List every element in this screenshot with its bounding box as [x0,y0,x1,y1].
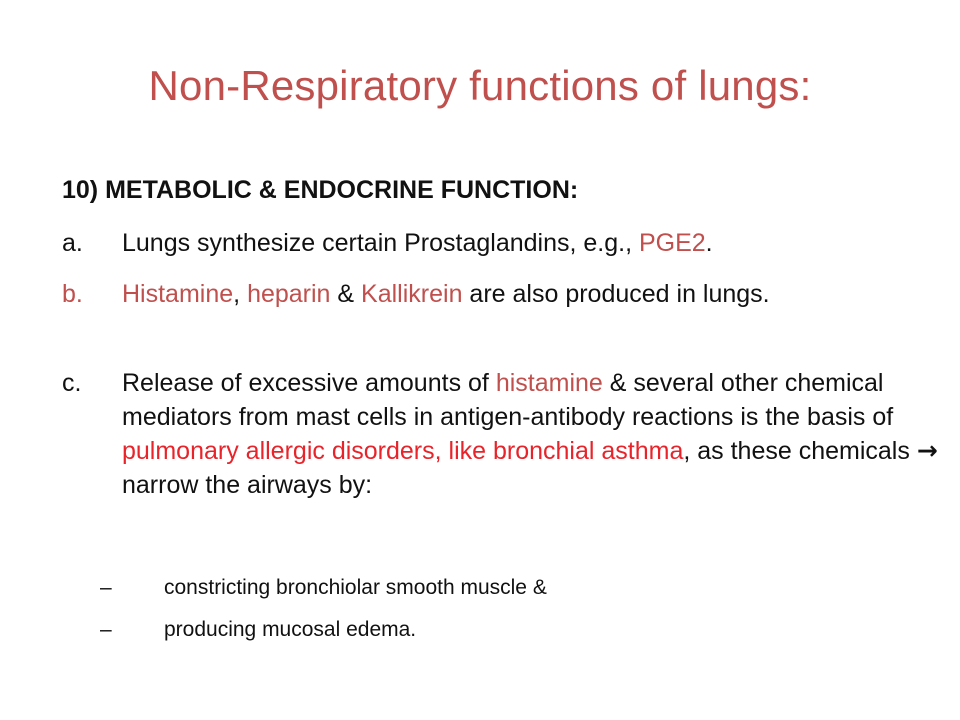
sub-item-dash: – [100,576,112,599]
list-item-c [62,366,942,502]
list-text-c [122,366,942,502]
text-segment: . [705,229,713,257]
text-segment: , [233,280,248,308]
highlight-pulmonary-allergic-disorders: pulmonary allergic disorders, like bronchial asthma [122,437,684,465]
list-marker-c: c. [62,369,82,397]
text-segment: & several other chemical mediators from mast cells in antigen-antibody reactions is the basis of [122,369,894,431]
sub-item-text: producing mucosal edema. [164,618,417,641]
section-heading: 10) METABOLIC & ENDOCRINE FUNCTION: [62,176,579,204]
highlight-kallikrein: Kallikrein [361,280,463,308]
text-segment: & [330,280,362,308]
text-segment: Lungs synthesize certain Prostaglandins, e.g., [122,229,639,257]
text-segment: narrow the airways by: [122,471,373,499]
text-segment: are also produced in lungs. [462,280,770,308]
sub-item-1 [100,574,547,602]
text-segment: , as these chemicals [683,437,917,465]
highlight-pge2: PGE2 [638,229,706,257]
list-item-b [62,277,942,311]
list-text-b [122,277,942,311]
text-segment: Release of excessive amounts of [122,369,496,397]
highlight-histamine-2: histamine [495,369,603,397]
highlight-heparin: heparin [247,280,331,308]
sub-item-2 [100,616,416,644]
list-item-a [62,226,942,260]
highlight-histamine: Histamine [122,280,234,308]
list-marker-a: a. [62,229,83,257]
sub-item-dash: – [100,618,112,641]
list-text-a [122,226,942,260]
list-marker-b: b. [62,280,83,308]
arrow-right-icon: → [916,436,938,465]
sub-item-text: constricting bronchiolar smooth muscle & [164,576,547,599]
slide-title: Non-Respiratory functions of lungs: [148,62,812,109]
